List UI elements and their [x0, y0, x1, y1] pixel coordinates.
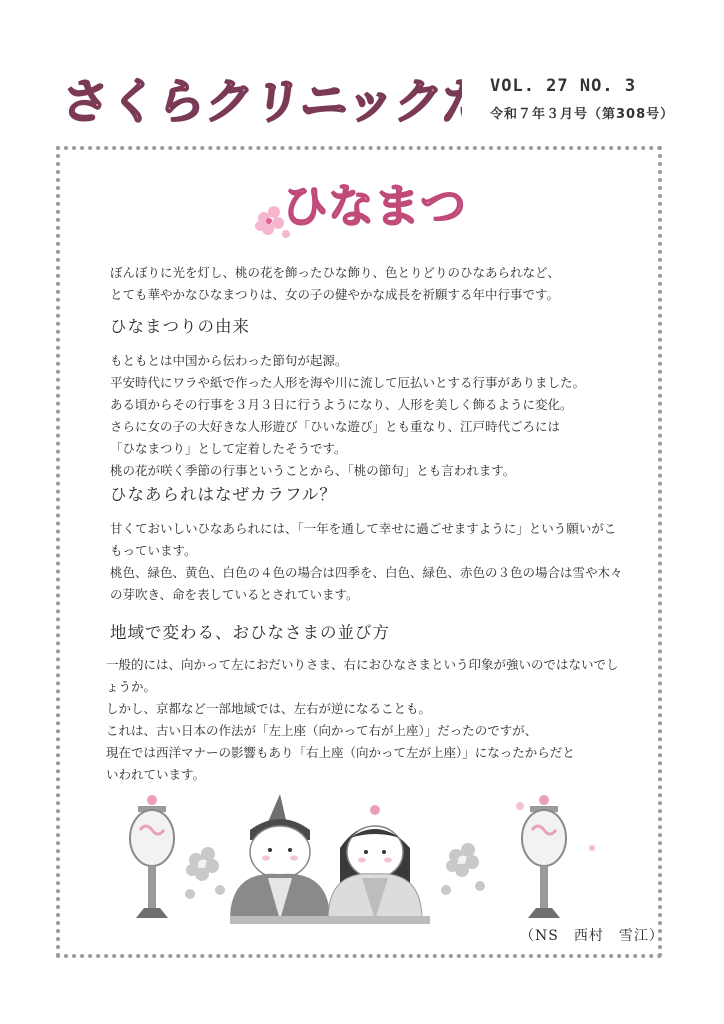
- body-line: これは、古い日本の作法が「左上座（向かって右が上座）」だったのですが、: [106, 723, 538, 738]
- feature-title: [252, 160, 472, 250]
- mebina-doll: [328, 805, 422, 920]
- lantern-icon: [130, 795, 174, 918]
- obina-doll: [230, 794, 330, 920]
- section-title-origin: ひなまつりの由来: [110, 317, 250, 336]
- body-line: の芽吹き、命を表しているとされています。: [110, 587, 359, 602]
- intro-line: ぼんぼりに光を灯し、桃の花を飾ったひな飾り、色とりどりのひなあられなど、: [110, 265, 561, 280]
- body-line: 甘くておいしいひなあられには、「一年を通して幸せに過ごせますように」という願いがこ: [110, 521, 617, 536]
- flower-icon: [185, 847, 225, 899]
- flower-icon: [441, 843, 485, 895]
- body-line: 一般的には、向かって左におだいりさま、右におひなさまという印象が強いのではないでし: [106, 657, 619, 672]
- body-line: ょうか。: [106, 679, 157, 694]
- newsletter-title-text: さくらクリニックだより: [62, 74, 462, 130]
- body-line: もっています。: [110, 543, 197, 558]
- section-origin-body: [110, 350, 630, 482]
- feature-title-text: ひなまつ: [282, 179, 466, 233]
- body-line: 現在では西洋マナーの影響もあり「右上座（向かって左が上座）」になったからだと: [106, 745, 575, 760]
- body-line: 桃色、緑色、黄色、白色の４色の場合は四季を、白色、緑色、赤色の３色の場合は雪や木々: [110, 565, 623, 580]
- volume-number: VOL. 27 NO. 3: [490, 76, 637, 96]
- section-arrangement-body: [106, 654, 630, 786]
- lantern-icon: [522, 795, 566, 918]
- intro-line: とても華やかなひなまつりは、女の子の健やかな成長を祈願する年中行事です。: [110, 287, 560, 302]
- body-line: しかし、京都など一部地域では、左右が逆になることも。: [106, 701, 432, 716]
- body-line: 「ひなまつり」として定着したそうです。: [110, 441, 347, 456]
- author-credit: （NS 西村 雪江）: [520, 928, 664, 944]
- body-line: さらに女の子の大好きな人形遊び「ひいな遊び」とも重なり、江戸時代ごろには: [110, 419, 561, 434]
- hina-dolls-illustration: [100, 790, 620, 930]
- body-line: ある頃からその行事を３月３日に行うようになり、人形を美しく飾るように変化。: [110, 397, 573, 412]
- issue-date: 令和７年３月号（第308号）: [490, 107, 675, 122]
- body-line: もともとは中国から伝わった節句が起源。: [110, 353, 348, 368]
- intro-paragraph: [110, 262, 630, 306]
- section-arare-body: [110, 518, 630, 606]
- section-title-arrangement: 地域で変わる、おひなさまの並び方: [110, 623, 390, 642]
- article-body: [106, 262, 630, 782]
- body-line: いわれています。: [106, 767, 206, 782]
- body-line: 桃の花が咲く季節の行事ということから、「桃の節句」とも言われます。: [110, 463, 516, 478]
- section-title-arare: ひなあられはなぜカラフル？: [110, 485, 337, 504]
- body-line: 平安時代にワラや紙で作った人形を海や川に流して厄払いとする行事がありました。: [110, 375, 586, 390]
- issue-info: [490, 76, 674, 122]
- newsletter-title: [62, 60, 462, 138]
